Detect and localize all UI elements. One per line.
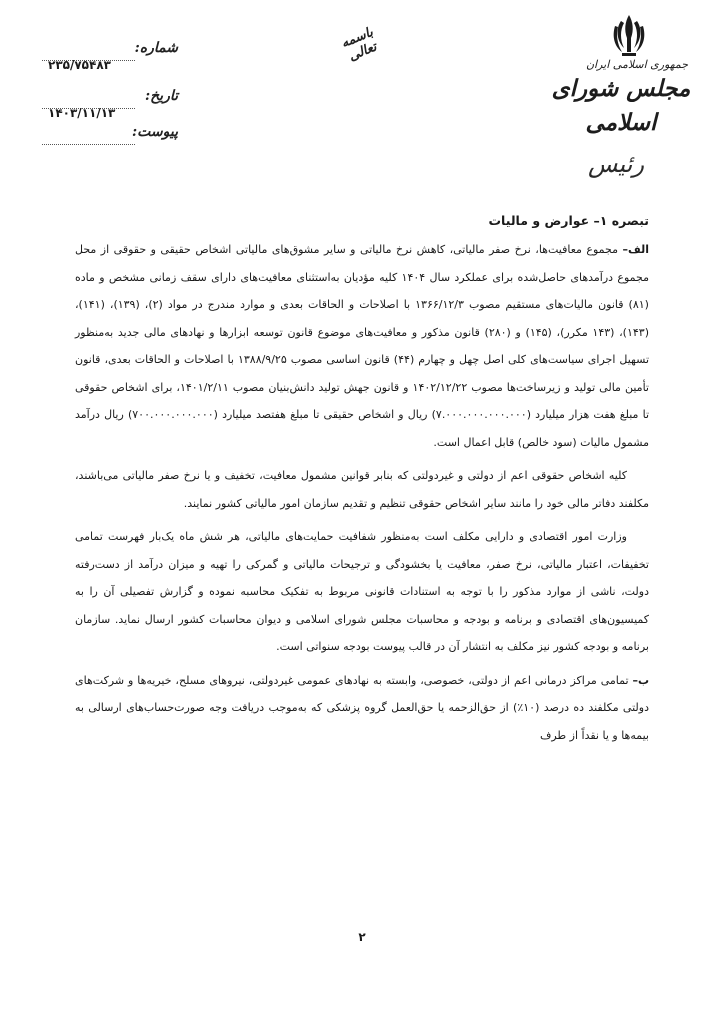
- document-body: [75, 236, 649, 755]
- paragraph-text: تمامی مراکز درمانی اعم از دولتی، خصوصی، وابسته به نهادهای عمومی غیردولتی، نیروهای مسلح، خیریه‌ها و شرکت‌های دولتی مکلفند ده درصد (۱۰٪) از حق‌الزحمه یا حق‌العمل گروه پزشکی که به‌موجب دریافت وجه صورت‌حساب‌های ارسالی به بیمه‌ها و یا نقداً از طرف: [75, 673, 649, 742]
- attachment-line: [42, 144, 135, 145]
- date-value: ۱۴۰۳/۱۱/۱۳: [48, 106, 116, 120]
- paragraph-lead: ب–: [632, 673, 649, 687]
- letter-date-field: [30, 88, 180, 120]
- invocation: باسمه تعالی: [339, 24, 379, 65]
- letter-number-field: [30, 40, 180, 72]
- iran-emblem-icon: [612, 12, 646, 58]
- country-name: جمهوری اسلامی ایران: [585, 58, 689, 71]
- letter-attachment-field: [30, 124, 180, 146]
- paragraph: [75, 236, 649, 456]
- paragraph-text: کلیه اشخاص حقوقی اعم از دولتی و غیردولتی که بنابر قوانین مشمول معافیت، تخفیف و یا نرخ صفر مالیاتی می‌باشند، مکلفند دفاتر مالی خود را مانند سایر اشخاص حقوقی تنظیم و تقدیم سازمان امور مالیاتی کشور نمایند.: [75, 469, 649, 510]
- office-title: رئیس: [587, 150, 645, 178]
- paragraph-text: مجموع معافیت‌ها، نرخ صفر مالیاتی، کاهش نرخ مالیاتی و سایر مشوق‌های مالیاتی اشخاص حقیقی و حقوقی از محل مجموع درآمدهای حاصل‌شده برای عملکرد سال ۱۴۰۴ کلیه مؤدیان به‌استثنای معافیت‌های دارای سقف زمانی مشخص و ماده (۸۱) قانون مالیات‌های مستقیم مصوب ۱۳۶۶/۱۲/۳ با اصلاحات و الحاقات بعدی و موارد مندرج در مواد (۲)، (۱۳۹)، (۱۴۱)، (۱۴۳)، (۱۴۳ مکرر)، (۱۴۵) و (۲۸۰) قانون مذکور و معافیت‌های موضوع قانون توسعه ابزارها و نهادهای مالی جدید به‌منظور تسهیل اجرای سیاست‌های کلی اصل چهل و چهارم (۴۴) قانون اساسی مصوب ۱۳۸۸/۹/۲۵ با اصلاحات و الحاقات بعدی، قانون تأمین مالی تولید و زیرساخت‌ها مصوب ۱۴۰۲/۱۲/۲۲ و قانون جهش تولید دانش‌بنیان مصوب ۱۴۰۱/۲/۱۱، برای اشخاص حقوقی تا مبلغ هفت هزار میلیارد (۷.۰۰۰.۰۰۰.۰۰۰.۰۰۰) ریال و اشخاص حقیقی تا مبلغ هفتصد میلیارد (۷۰۰.۰۰۰.۰۰۰.۰۰۰) ریال درآمد مشمول مالیات (سود خالص) قابل اعمال است.: [75, 243, 650, 449]
- paragraph: [75, 667, 649, 750]
- attachment-label: پیوست:: [132, 124, 178, 140]
- section-title: تبصره ۱– عوارض و مالیات: [488, 213, 649, 228]
- paragraph: [75, 462, 649, 517]
- paragraph-text: وزارت امور اقتصادی و دارایی مکلف است به‌منظور شفافیت حمایت‌های مالیاتی، هر شش ماه یک‌بار فهرست تمامی تخفیفات، اعتبار مالیاتی، نرخ صفر، معافیت یا بخشودگی و ترجیحات مالیاتی و گمرکی را تهیه و میزان درآمد از دست‌رفته دولت، ناشی از موارد مذکور را با توجه به استنادات قانونی مربوط به تفکیک محاسبه نموده و گزارش تفصیلی آن را به کمیسیون‌های اقتصادی و برنامه و بودجه و محاسبات مجلس شورای اسلامی و دیوان محاسبات کشور ارسال نماید. سازمان برنامه و بودجه کشور نیز مکلف به انتشار آن در قالب پیوست بودجه سنواتی است.: [75, 530, 649, 653]
- page-number: ۲: [358, 930, 366, 944]
- number-label: شماره:: [134, 40, 178, 56]
- paragraph-lead: الف–: [622, 243, 649, 256]
- paragraph: [75, 523, 649, 661]
- organization-name: مجلس شورای اسلامی: [551, 75, 691, 136]
- number-value: ۲۳۵/۷۵۴۸۳: [48, 58, 111, 72]
- date-label: تاریخ:: [144, 88, 178, 104]
